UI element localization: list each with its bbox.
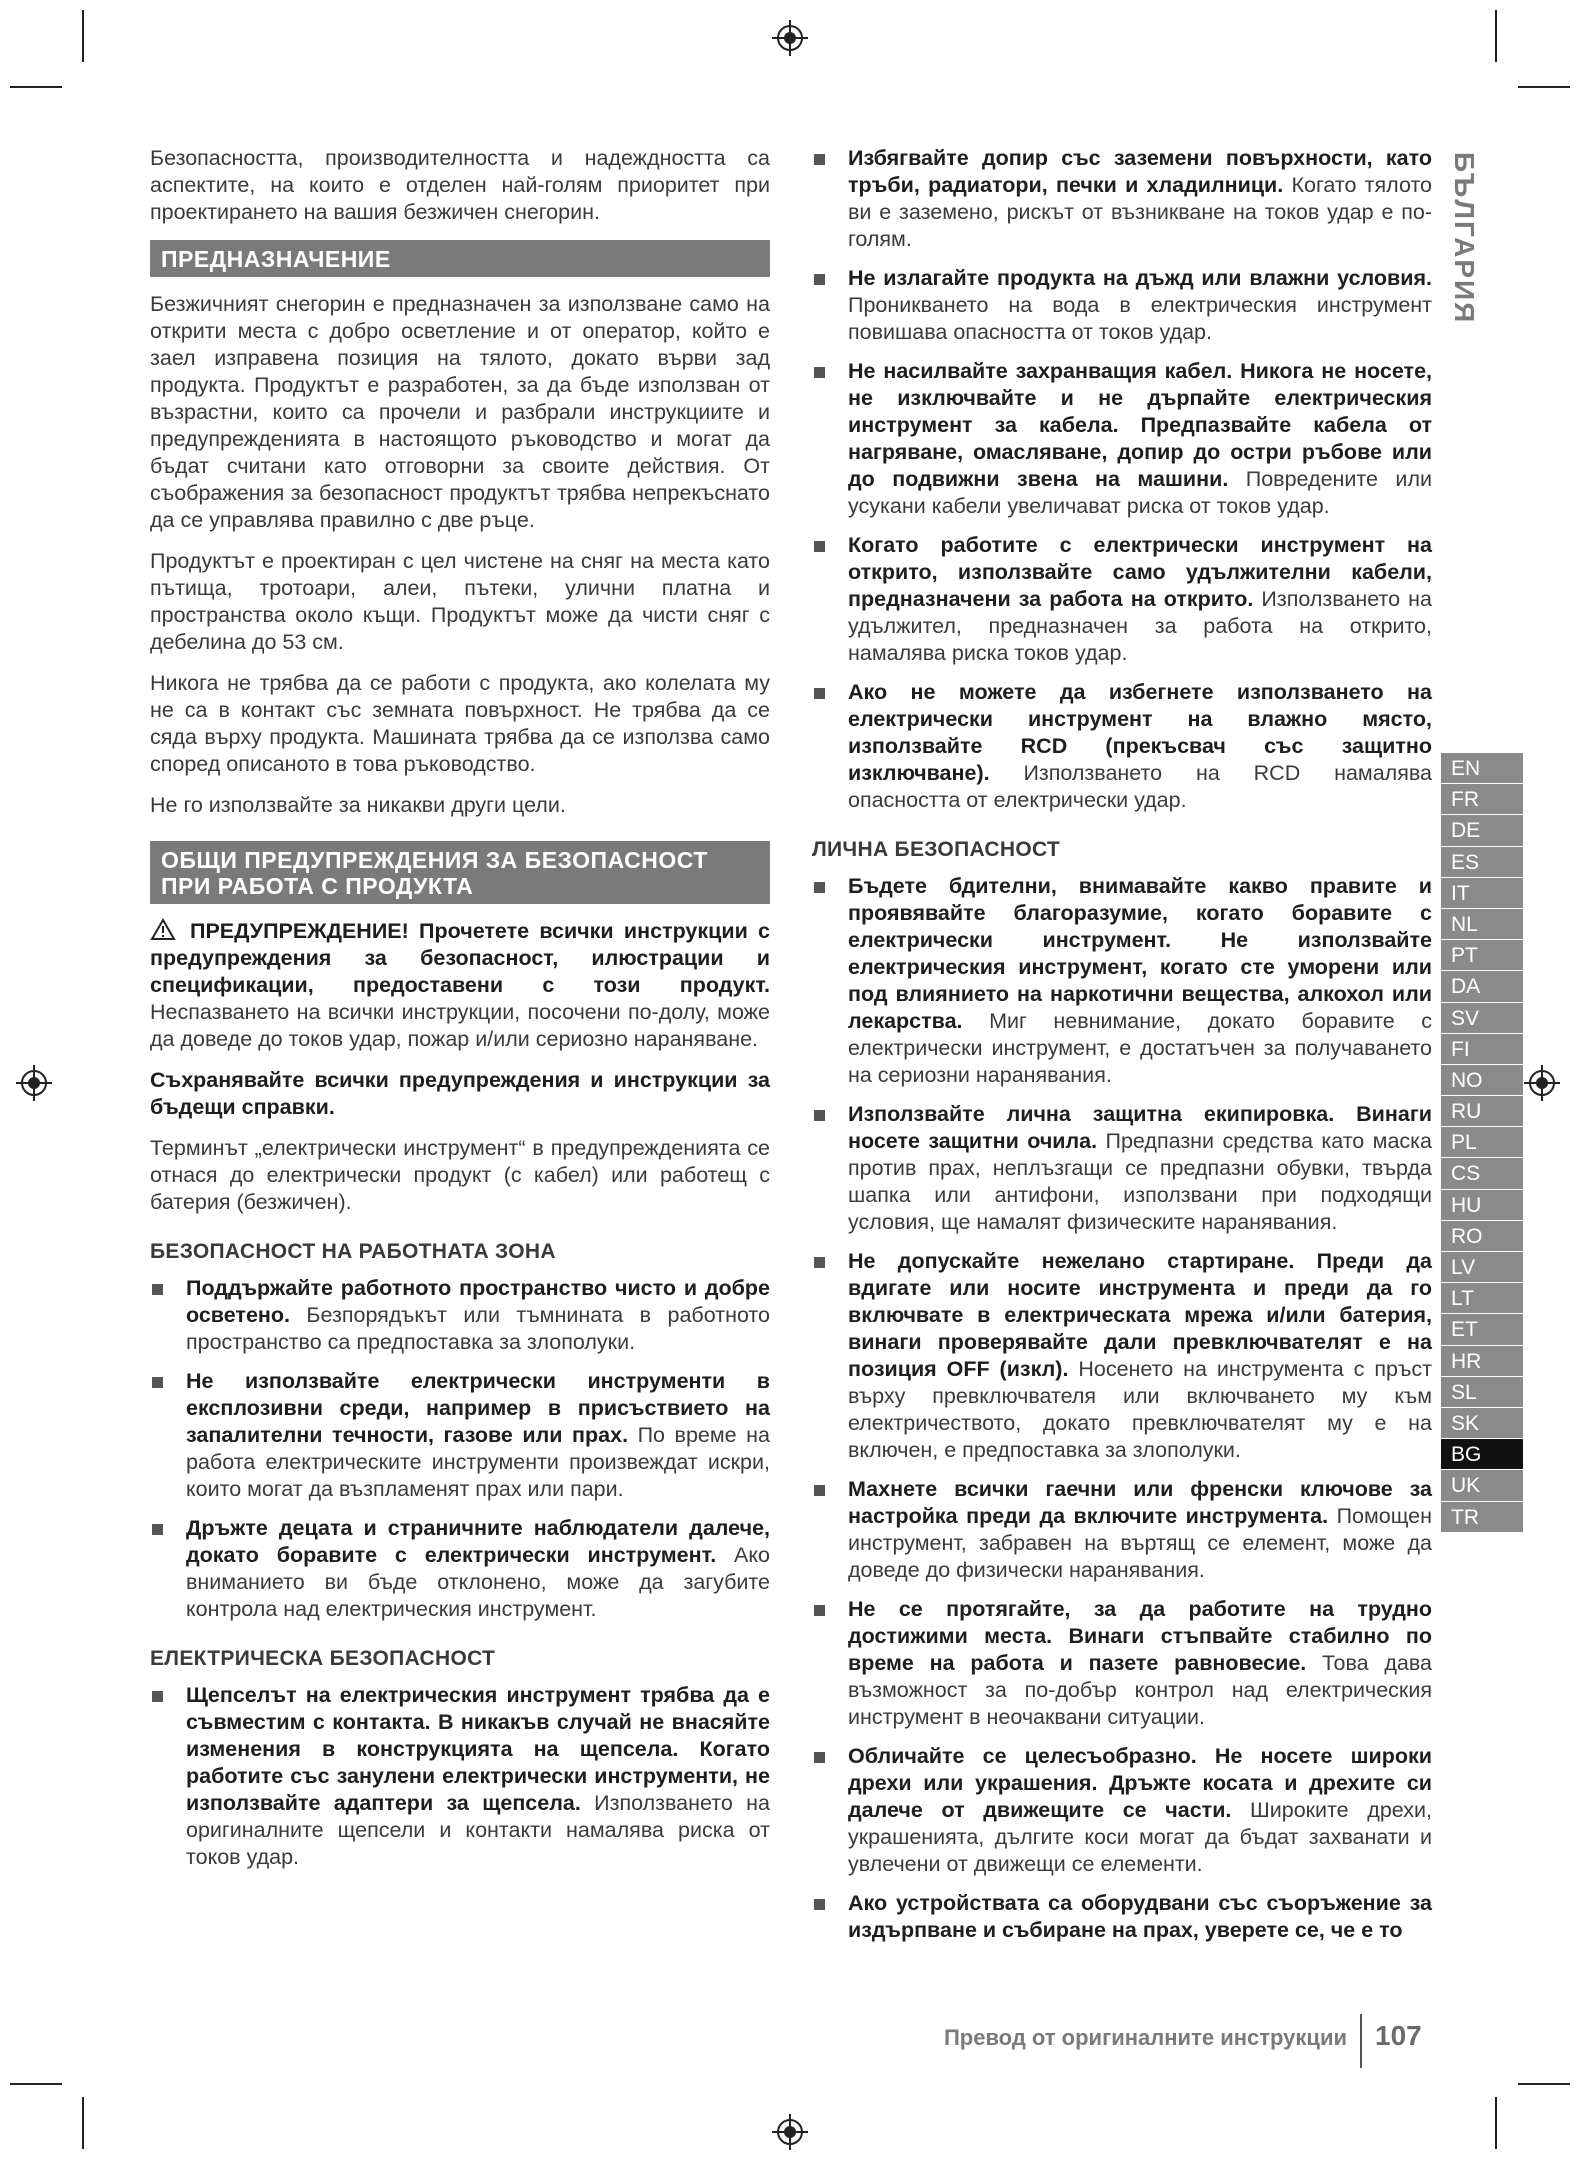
bullet-bold-text: Махнете всички гаечни или френски ключове за настройка преди да включите инструмента. <box>848 1477 1432 1528</box>
bullet-bold-text: Ако не можете да избегнете използването на електрически инструмент на влажно място, използвайте RCD (прекъсвач със защитно изключване). <box>848 680 1432 785</box>
purpose-paragraph: Безжичният снегорин е предназначен за използване само на открити места с добро осветление и от оператор, който е заел изправена позиция на тялото, докато върви зад продукта. Продуктът е разработен, за да бъде използван от възрастни, които са прочели и разбрали инструкциите и предупрежденията в настоящото ръководство и могат да бъдат считани като отговорни за своите действия. От съображения за безопасност продуктът трябва непрекъснато да се управлява правилно с две ръце. <box>150 292 770 532</box>
section-heading-purpose: ПРЕДНАЗНАЧЕНИЕ <box>150 240 770 277</box>
page-number: 107 <box>1375 2020 1422 2051</box>
bullet-square-icon <box>814 1752 825 1763</box>
language-tab-sl: SL <box>1441 1377 1523 1408</box>
language-tab-pl: PL <box>1441 1127 1523 1158</box>
bullet-square-icon <box>814 541 825 552</box>
bullet-text: Това дава възможност за по-добър контрол над електрическия инструмент в неочаквани ситуации. <box>848 1651 1432 1729</box>
crop-mark <box>82 10 84 62</box>
warning-paragraph <box>150 918 770 1053</box>
language-label <box>1446 152 1480 325</box>
bullet-text: Безпорядъкът или тъмнината в работното пространство са предпоставка за злополуки. <box>186 1303 770 1354</box>
purpose-paragraph: Никога не трябва да се работи с продукта, ако колелата му не са в контакт със земната повърхност. Не трябва да се сяда върху продукта. Машината трябва да се използва само според описаното в това ръководство. <box>150 671 770 776</box>
heading-line: ПРИ РАБОТА С ПРОДУКТА <box>161 873 474 899</box>
language-tab-lt: LT <box>1441 1283 1523 1314</box>
bullet-bold-text: Дръжте децата и страничните наблюдатели далече, докато боравите с електрически инструмент. <box>186 1516 770 1567</box>
language-tab-tr: TR <box>1441 1502 1523 1533</box>
bullet-text: По време на работа електрическите инструменти произвеждат искри, които могат да възпламенят прах или пари. <box>186 1423 770 1501</box>
bullet-bold-text: Не излагайте продукта на дъжд или влажни условия. <box>848 266 1432 290</box>
crop-mark <box>1518 86 1570 88</box>
bullet-bold-text: Не допускайте нежелано стартиране. Преди да вдигате или носите инструмента и преди да го включвате в електрическата мрежа и/или батерия, винаги проверявайте дали превключвателят е на позиция OFF (изкл). <box>848 1249 1432 1381</box>
registration-mark-icon <box>14 1063 54 1103</box>
bullet-text: Помощен инструмент, забравен на въртящ се елемент, може да доведе до физически наранявания. <box>848 1504 1433 1582</box>
bullet-item <box>812 145 1432 253</box>
bullet-square-icon <box>814 274 825 285</box>
bullet-text: Повредените или усукани кабели увеличават риска от токов удар. <box>848 467 1432 518</box>
bullet-square-icon <box>814 1605 825 1616</box>
bullet-bold-text: Поддържайте работното пространство чисто и добре осветено. <box>186 1276 770 1327</box>
language-tab-ru: RU <box>1441 1096 1523 1127</box>
language-tab-et: ET <box>1441 1314 1523 1345</box>
language-tab-ro: RO <box>1441 1221 1523 1252</box>
registration-mark-icon <box>770 18 810 58</box>
bullet-square-icon <box>814 688 825 699</box>
heading-line: ОБЩИ ПРЕДУПРЕЖДЕНИЯ ЗА БЕЗОПАСНОСТ <box>161 847 708 873</box>
language-tab-pt: PT <box>1441 940 1523 971</box>
language-tab-sk: SK <box>1441 1408 1523 1439</box>
language-tab-lv: LV <box>1441 1252 1523 1283</box>
bullet-item <box>812 1476 1432 1584</box>
keep-instructions-text: Съхранявайте всички предупреждения и инструкции за бъдещи справки. <box>150 1068 770 1119</box>
bullet-item <box>812 679 1432 814</box>
crop-mark <box>10 2083 62 2085</box>
bullet-text: Ако вниманието ви бъде отклонено, може да загубите контрола над електрическия инструмент. <box>186 1543 770 1621</box>
bullet-item <box>812 1743 1432 1878</box>
bullet-bold-text: Не насилвайте захранващия кабел. Никога не носете, не изключвайте и не дърпайте електрическия инструмент за кабела. Предпазвайте кабела от нагряване, омасляване, допир до остри ръбове или до подвижни звена на машини. <box>848 359 1432 491</box>
bullet-item <box>812 358 1432 520</box>
bullet-item <box>150 1682 770 1871</box>
bullet-item <box>812 873 1432 1089</box>
warning-triangle-icon <box>150 918 176 941</box>
bullet-text: Носенето на инструмента с пръст върху превключвателя или включването му към електричеството, докато превключвателят му е на включен, е предпоставка за злополуки. <box>848 1357 1432 1462</box>
language-tab-sv: SV <box>1441 1003 1523 1034</box>
crop-mark <box>82 2097 84 2149</box>
bullet-square-icon <box>152 1284 163 1295</box>
purpose-paragraph: Продуктът е проектиран с цел чистене на сняг на места като пътища, тротоари, алеи, пътеки, улични платна и пространства около къщи. Продуктът може да чисти сняг с дебелина до 53 см. <box>150 549 770 654</box>
bullet-bold-text: Щепселът на електрическия инструмент трябва да е съвместим с контакта. В никакъв случай не внасяйте изменения в конструкцията на щепсела. Когато работите със занулени електрически инструменти, не използвайте адаптери за щепсела. <box>186 1683 770 1815</box>
language-tab-fr: FR <box>1441 784 1523 815</box>
bullet-item <box>812 265 1432 346</box>
bullet-square-icon <box>152 1377 163 1388</box>
bullet-square-icon <box>814 1110 825 1121</box>
bullet-item <box>812 1890 1432 1944</box>
bullet-item <box>812 1101 1432 1236</box>
bullet-square-icon <box>814 882 825 893</box>
left-column <box>150 145 770 1883</box>
language-tab-hu: HU <box>1441 1190 1523 1221</box>
right-column <box>812 145 1432 1956</box>
term-definition-text: Терминът „електрически инструмент“ в предупрежденията се отнася до електрически продукт (с кабел) или работещ с батерия (безжичен). <box>150 1136 770 1214</box>
bullet-item <box>150 1515 770 1623</box>
bullet-square-icon <box>152 1524 163 1535</box>
bullet-text: Когато тялото ви е заземено, рискът от възникване на токов удар е по-голям. <box>848 173 1433 251</box>
bullet-square-icon <box>814 367 825 378</box>
language-tab-hr: HR <box>1441 1346 1523 1377</box>
language-tab-nl: NL <box>1441 909 1523 940</box>
section-heading-general-warnings <box>150 841 770 904</box>
subheading-work-area: БЕЗОПАСНОСТ НА РАБОТНАТА ЗОНА <box>150 1240 556 1263</box>
warning-bold-text: ПРЕДУПРЕЖДЕНИЕ! Прочетете всички инструкции с предупреждения за безопасност, илюстрации и спецификации, предоставени с този продукт. <box>150 919 770 997</box>
footer-text: Превод от оригиналните инструкции <box>943 2025 1347 2050</box>
bullet-square-icon <box>814 1257 825 1268</box>
bullet-item <box>150 1275 770 1356</box>
bullet-square-icon <box>152 1691 163 1702</box>
bullet-item <box>812 532 1432 667</box>
language-tab-da: DA <box>1441 971 1523 1002</box>
crop-mark <box>1495 2097 1497 2149</box>
language-tab-no: NO <box>1441 1065 1523 1096</box>
crop-mark <box>10 86 62 88</box>
language-tab-uk: UK <box>1441 1470 1523 1501</box>
bullet-bold-text: Ако устройствата са оборудвани със съоръжение за издърпване и събиране на прах, уверете се, че е то <box>848 1891 1432 1942</box>
bullet-square-icon <box>814 1899 825 1910</box>
language-tab-fi: FI <box>1441 1034 1523 1065</box>
language-tab-it: IT <box>1441 878 1523 909</box>
language-tab-de: DE <box>1441 815 1523 846</box>
subheading-electrical: ЕЛЕКТРИЧЕСКА БЕЗОПАСНОСТ <box>150 1647 496 1670</box>
bullet-square-icon <box>814 1485 825 1496</box>
bullet-text: Използването на удължител, предназначен за работа на открито, намалява риска токов удар. <box>848 587 1432 665</box>
bullet-text: Използването на RCD намалява опасността от електрически удар. <box>848 761 1432 812</box>
language-label-text: БЪЛГАРИЯ <box>1449 152 1480 325</box>
bullet-text: Проникването на вода в електрическия инструмент повишава опасността от токов удар. <box>848 293 1432 344</box>
crop-mark <box>1518 2083 1570 2085</box>
bullet-bold-text: Когато работите с електрически инструмент на открито, използвайте само удължителни кабели, предназначени за работа на открито. <box>848 533 1432 611</box>
registration-mark-icon <box>770 2112 810 2152</box>
bullet-text: Широките дрехи, украшенията, дългите коси могат да бъдат захванати и увлечени от движещи се елементи. <box>848 1798 1432 1876</box>
bullet-item <box>812 1596 1432 1731</box>
language-tab-en: EN <box>1441 753 1523 784</box>
intro-paragraph: Безопасността, производителността и надеждността са аспектите, на които е отделен най-голям приоритет при проектирането на вашия безжичен снегорин. <box>150 146 770 224</box>
language-tab-bg: BG <box>1441 1439 1523 1470</box>
bullet-bold-text: Не се протягайте, за да работите на трудно достижими места. Винаги стъпвайте стабилно по време на работа и пазете равновесие. <box>848 1597 1432 1675</box>
subheading-personal: ЛИЧНА БЕЗОПАСНОСТ <box>812 838 1061 861</box>
language-tab-cs: CS <box>1441 1158 1523 1189</box>
bullet-text: Използването на оригиналните щепсели и контакти намалява риска от токов удар. <box>186 1791 770 1869</box>
bullet-item <box>150 1368 770 1503</box>
registration-mark-icon <box>1522 1063 1562 1103</box>
bullet-square-icon <box>814 154 825 165</box>
bullet-text: Предпазни средства като маска против прах, неплъзгащи се предпазни обувки, твърда шапка или антифони, използвани при подходящи условия, ще намалят физическите наранявания. <box>848 1129 1432 1234</box>
bullet-item <box>812 1248 1432 1464</box>
warning-text: Неспазването на всички инструкции, посочени по-долу, може да доведе до токов удар, пожар и/или сериозно нараняване. <box>150 1000 770 1051</box>
footer-divider <box>1360 2014 1362 2068</box>
language-tabs <box>1441 753 1523 1533</box>
bullet-bold-text: Използвайте лична защитна екипировка. Винаги носете защитни очила. <box>848 1102 1432 1153</box>
bullet-text: Миг невнимание, докато боравите с електрически инструмент, е достатъчен за получаването на сериозни наранявания. <box>848 1009 1432 1087</box>
bullet-bold-text: Обличайте се целесъобразно. Не носете широки дрехи или украшения. Дръжте косата и дрехите си далече от движещите се части. <box>848 1744 1432 1822</box>
bullet-bold-text: Избягвайте допир със заземени повърхности, като тръби, радиатори, печки и хладилници. <box>848 146 1432 197</box>
language-tab-es: ES <box>1441 847 1523 878</box>
crop-mark <box>1495 10 1497 62</box>
bullet-bold-text: Не използвайте електрически инструменти в експлозивни среди, например в присъствието на запалителни течности, газове или прах. <box>186 1369 770 1447</box>
purpose-paragraph: Не го използвайте за никакви други цели. <box>150 793 566 817</box>
bullet-bold-text: Бъдете бдителни, внимавайте какво правите и проявявайте благоразумие, когато боравите с електрически инструмент. Не използвайте електрическия инструмент, когато сте уморени или под влиянието на наркотични вещества, алкохол или лекарства. <box>848 874 1432 1033</box>
